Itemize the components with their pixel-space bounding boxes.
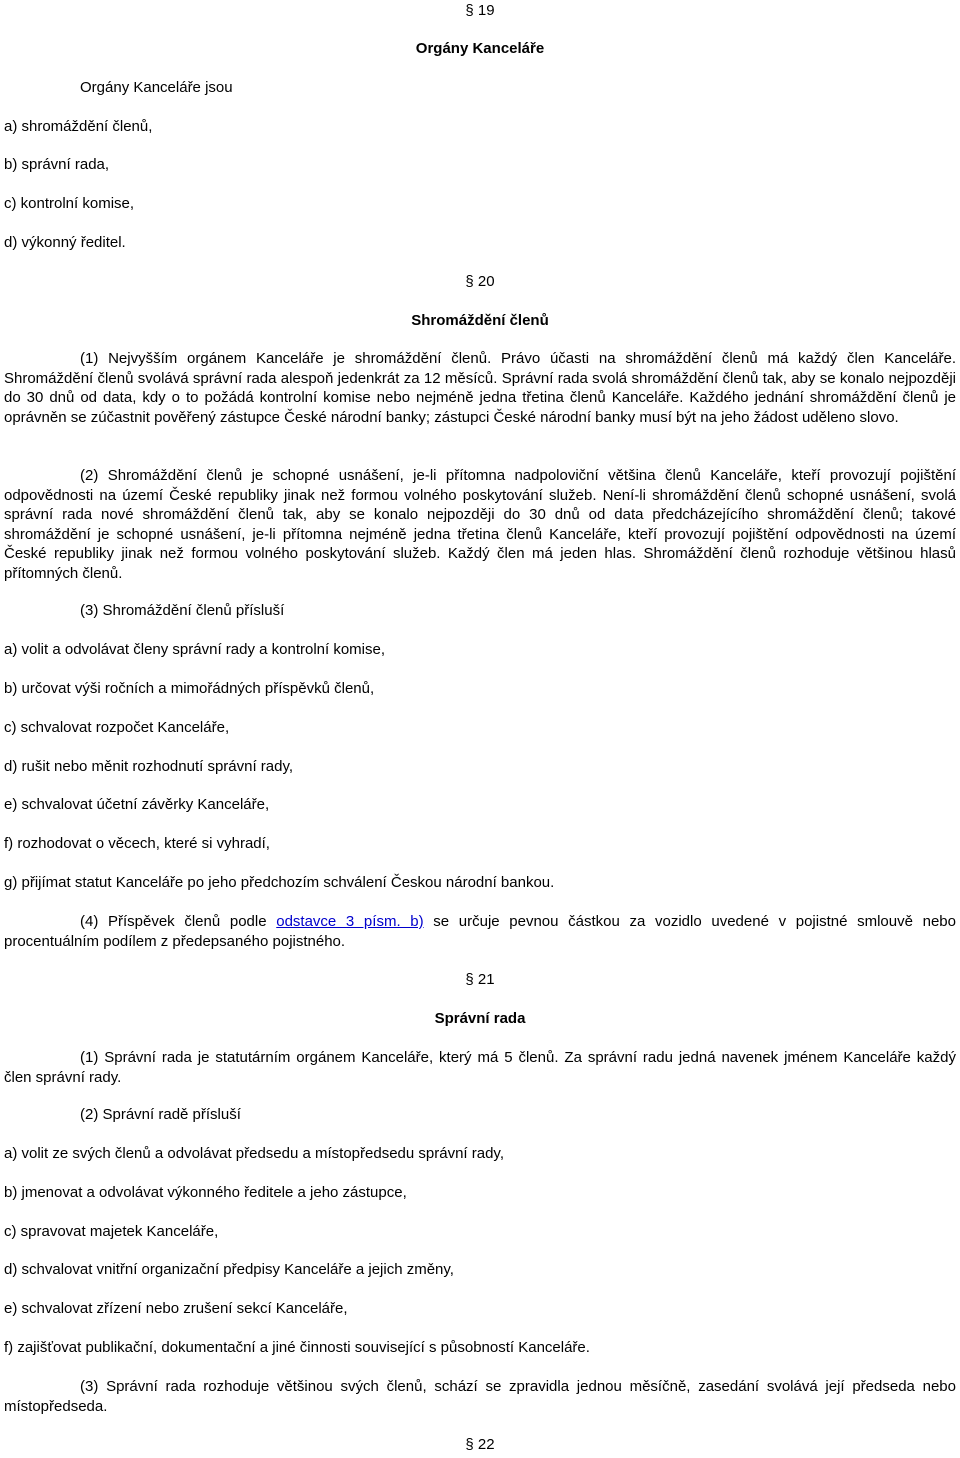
section-19-intro: Orgány Kanceláře jsou (80, 79, 233, 96)
list-item: d) rušit nebo měnit rozhodnutí správní rady, (4, 758, 294, 775)
list-item: b) jmenovat a odvolávat výkonného ředitele a jeho zástupce, (4, 1184, 407, 1201)
list-item: d) schvalovat vnitřní organizační předpisy Kanceláře a jejich změny, (4, 1261, 454, 1278)
paragraph-3b-link[interactable]: odstavce 3 písm. b) (276, 913, 424, 930)
list-item: a) volit a odvolávat členy správní rady a kontrolní komise, (4, 641, 386, 658)
section-20-paragraph-4: (4) Příspěvek členů podle odstavce 3 písm. b) se určuje pevnou částkou za vozidlo uvedené v pojistné smlouvě nebo procentuálním podílem z předepsaného pojistného. (4, 913, 956, 950)
section-20-title: Shromáždění členů (411, 312, 549, 329)
list-item: c) schvalovat rozpočet Kanceláře, (4, 719, 230, 736)
section-20-paragraph-1: (1) Nejvyšším orgánem Kanceláře je shromáždění členů. Právo účasti na shromáždění členů má každý člen Kanceláře. Shromáždění členů svolává správní rada alespoň jedenkrát za 12 měsíců. Správní rada svolá shromáždění členů tak, aby se konalo nejpozději do 30 dnů od data, kdy o to požádá kontrolní komise nebo nejméně jedna třetina členů Kanceláře. Každého jednání shromáždění členů je oprávněn se zúčastnit pověřený zástupce České národní banky; zástupci České národní banky musí být na jeho žádost uděleno slovo. (4, 350, 956, 426)
section-20-paragraph-3-intro: (3) Shromáždění členů přísluší (80, 602, 285, 619)
list-item: d) výkonný ředitel. (4, 234, 126, 251)
section-21-number: § 21 (465, 971, 495, 988)
list-item: b) správní rada, (4, 156, 110, 173)
list-item: g) přijímat statut Kanceláře po jeho předchozím schválení Českou národní bankou. (4, 874, 555, 891)
list-item: a) shromáždění členů, (4, 118, 153, 135)
list-item: c) spravovat majetek Kanceláře, (4, 1223, 219, 1240)
section-19-number: § 19 (465, 2, 495, 19)
list-item: f) rozhodovat o věcech, které si vyhradí, (4, 835, 270, 852)
section-21-title: Správní rada (434, 1010, 526, 1027)
list-item: b) určovat výši ročních a mimořádných příspěvků členů, (4, 680, 375, 697)
section-21-paragraph-2-intro: (2) Správní radě přísluší (80, 1106, 241, 1123)
section-21-paragraph-1: (1) Správní rada je statutárním orgánem Kanceláře, který má 5 členů. Za správní radu jedná navenek jménem Kanceláře každý člen správní rady. (4, 1049, 956, 1086)
section-19-title: Orgány Kanceláře (415, 40, 545, 57)
list-item: c) kontrolní komise, (4, 195, 135, 212)
list-item: e) schvalovat zřízení nebo zrušení sekcí Kanceláře, (4, 1300, 348, 1317)
section-22-number: § 22 (465, 1436, 495, 1453)
list-item: f) zajišťovat publikační, dokumentační a jiné činnosti související s působností Kanceláře. (4, 1339, 590, 1356)
section-20-number: § 20 (465, 273, 495, 290)
section-21-paragraph-3: (3) Správní rada rozhoduje většinou svých členů, schází se zpravidla jednou měsíčně, zasedání svolává její předseda nebo místopředseda. (4, 1378, 956, 1415)
list-item: e) schvalovat účetní závěrky Kanceláře, (4, 796, 270, 813)
list-item: a) volit ze svých členů a odvolávat předsedu a místopředsedu správní rady, (4, 1145, 504, 1162)
section-20-paragraph-2: (2) Shromáždění členů je schopné usnášení, je-li přítomna nadpoloviční většina členů Kanceláře, kteří provozují pojištění odpovědnosti na území České republiky jinak než formou volného poskytování služeb. Není-li shromáždění členů schopné usnášení, svolá správní rada nové shromáždění členů tak, aby se konalo nejpozději do 30 dnů od data předcházejícího shromáždění členů; takové shromáždění je schopné usnášení, je-li přítomna nejméně jedna třetina členů Kanceláře, kteří provozují pojištění odpovědnosti na území České republiky jinak než formou volného poskytování služeb. Každý člen má jeden hlas. Shromáždění členů rozhoduje většinou hlasů přítomných členů. (4, 467, 956, 582)
